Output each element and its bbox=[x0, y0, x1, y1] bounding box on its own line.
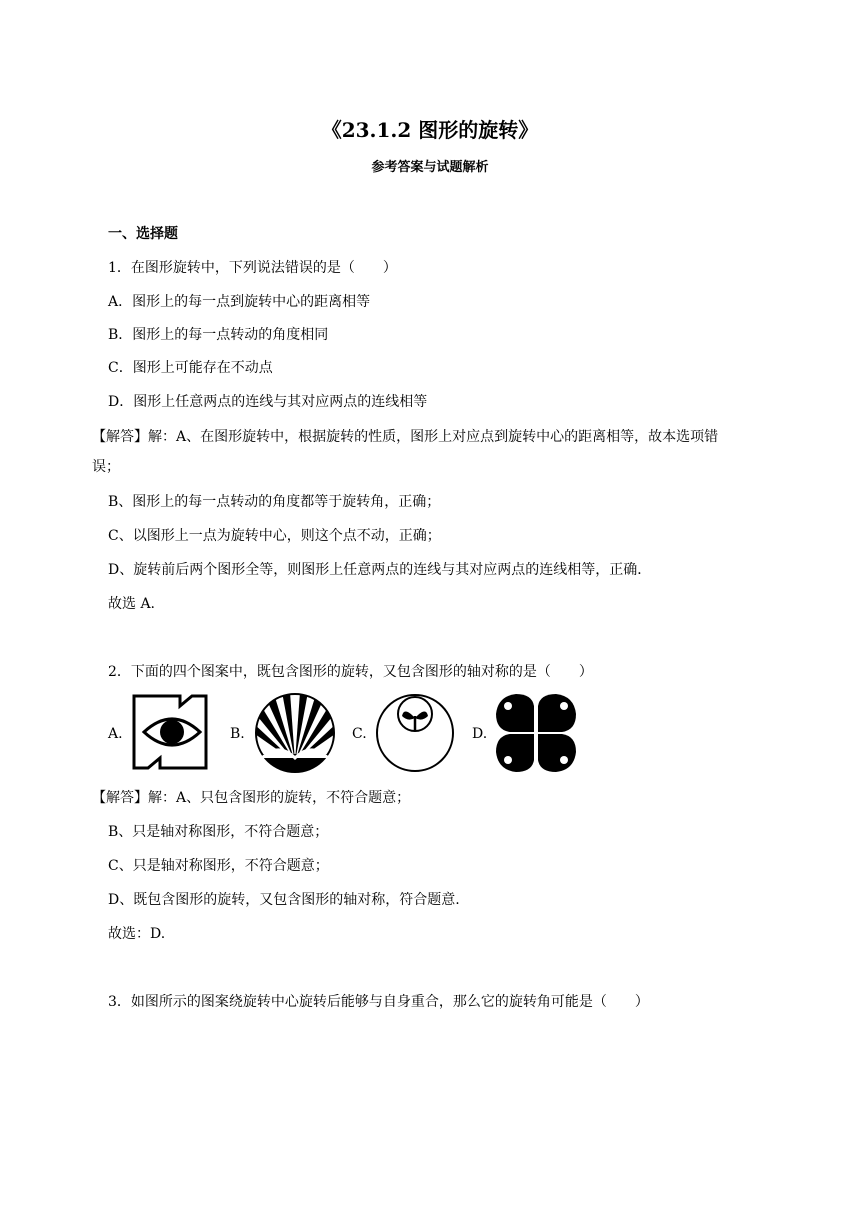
figure-a-eye-pattern bbox=[130, 692, 210, 772]
section-heading: 一、选择题 bbox=[108, 226, 178, 242]
question-2-answer-line: C、只是轴对称图形，不符合题意； bbox=[108, 858, 329, 874]
question-1-answer-line: B、图形上的每一点转动的角度都等于旋转角，正确； bbox=[108, 494, 441, 510]
question-1-option-c: C．图形上可能存在不动点 bbox=[108, 360, 273, 376]
question-1-option-d: D．图形上任意两点的连线与其对应两点的连线相等 bbox=[108, 394, 428, 410]
question-2-answer-line: D、既包含图形的旋转，又包含图形的轴对称，符合题意. bbox=[108, 892, 460, 908]
document-subtitle: 参考答案与试题解析 bbox=[371, 160, 489, 175]
figure-d-butterfly-pattern bbox=[494, 692, 578, 774]
option-c-label: C. bbox=[352, 726, 367, 742]
question-2-answer-line: 故选：D. bbox=[108, 926, 166, 942]
question-1-answer-line: 故选 A. bbox=[108, 596, 156, 612]
figure-c-sprout-pattern bbox=[374, 692, 456, 774]
question-1-answer-line: D、旋转前后两个图形全等，则图形上任意两点的连线与其对应两点的连线相等，正确． bbox=[108, 562, 652, 578]
question-2-answer-line: B、只是轴对称图形，不符合题意； bbox=[108, 824, 329, 840]
option-d-label: D. bbox=[472, 726, 488, 742]
option-b-label: B. bbox=[230, 726, 245, 742]
question-3-stem: 3．如图所示的图案绕旋转中心旋转后能够与自身重合，那么它的旋转角可能是（ ） bbox=[108, 994, 649, 1010]
question-1-option-b: B．图形上的每一点转动的角度相同 bbox=[108, 327, 329, 343]
question-2-answer-line: 【解答】解：A、只包含图形的旋转，不符合题意； bbox=[92, 790, 411, 806]
document-title: 《23.1.2 图形的旋转》 bbox=[321, 118, 539, 142]
option-a-label: A. bbox=[108, 726, 123, 742]
question-1-stem: 1．在图形旋转中，下列说法错误的是（ ） bbox=[108, 260, 397, 276]
question-2-stem: 2．下面的四个图案中，既包含图形的旋转，又包含图形的轴对称的是（ ） bbox=[108, 664, 593, 680]
question-1-answer-line: 【解答】解：A、在图形旋转中，根据旋转的性质，图形上对应点到旋转中心的距离相等，故本选项错 bbox=[92, 429, 719, 445]
question-1-answer-line: C、以图形上一点为旋转中心，则这个点不动，正确； bbox=[108, 528, 441, 544]
question-1-answer-line: 误； bbox=[92, 459, 120, 475]
figure-b-sunrise-pattern bbox=[252, 692, 338, 774]
question-1-option-a: A．图形上的每一点到旋转中心的距离相等 bbox=[108, 294, 371, 310]
